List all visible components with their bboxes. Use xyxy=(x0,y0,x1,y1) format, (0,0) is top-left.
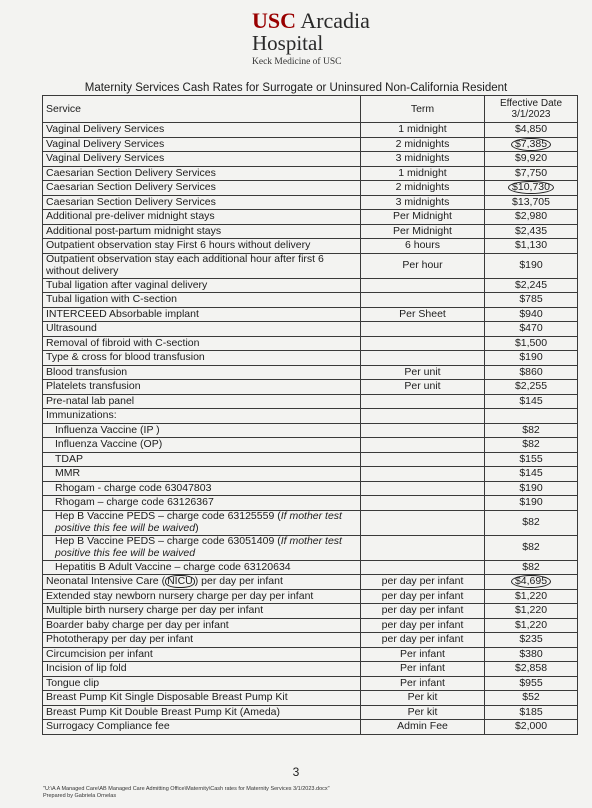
table-row xyxy=(43,195,578,210)
term-cell: Per infant xyxy=(361,647,485,662)
term-cell xyxy=(361,351,485,366)
term-cell: 3 midnights xyxy=(361,195,485,210)
price-text: $955 xyxy=(519,676,543,689)
table-row xyxy=(43,560,578,575)
price-text: $2,000 xyxy=(514,720,548,733)
service-cell xyxy=(43,278,361,293)
price-cell xyxy=(485,253,578,278)
service-cell xyxy=(43,560,361,575)
term-cell: 1 midnight xyxy=(361,123,485,138)
price-text: $155 xyxy=(519,452,543,465)
term-cell xyxy=(361,560,485,575)
table-row xyxy=(43,604,578,619)
service-text: Incision of lip fold xyxy=(46,662,127,675)
service-text: Vaginal Delivery Services xyxy=(46,137,165,150)
service-text: Additional post-partum midnight stays xyxy=(46,224,222,237)
term-cell: Per hour xyxy=(361,253,485,278)
term-cell xyxy=(361,293,485,308)
table-row xyxy=(43,152,578,167)
price-cell xyxy=(485,322,578,337)
price-cell xyxy=(485,691,578,706)
price-cell xyxy=(485,496,578,511)
term-cell xyxy=(361,467,485,482)
logo-keck: Keck Medicine of USC xyxy=(252,57,342,67)
table-row xyxy=(43,307,578,322)
table-row xyxy=(43,181,578,196)
price-cell xyxy=(485,467,578,482)
service-text: Immunizations: xyxy=(46,409,117,422)
service-text: Influenza Vaccine (OP) xyxy=(55,438,163,451)
price-cell xyxy=(485,575,578,590)
service-cell xyxy=(43,365,361,380)
service-text: Ultrasound xyxy=(46,322,97,335)
table-row xyxy=(43,575,578,590)
service-cell xyxy=(43,438,361,453)
table-row xyxy=(43,166,578,181)
logo-usc: USC xyxy=(252,8,297,33)
price-text: $145 xyxy=(519,467,543,480)
price-cell xyxy=(485,152,578,167)
service-cell xyxy=(43,137,361,152)
service-text: Surrogacy Compliance fee xyxy=(46,720,170,733)
price-cell xyxy=(485,676,578,691)
price-text: $82 xyxy=(522,516,540,528)
price-text: $860 xyxy=(519,365,543,378)
price-text: $2,255 xyxy=(514,380,548,393)
price-cell xyxy=(485,618,578,633)
price-text: $940 xyxy=(519,307,543,320)
table-row xyxy=(43,137,578,152)
price-text: $1,220 xyxy=(514,618,548,631)
service-text: Caesarian Section Delivery Services xyxy=(46,181,216,194)
price-text: $7,750 xyxy=(514,166,548,179)
logo-hospital: Hospital xyxy=(252,31,324,55)
price-text: $4,850 xyxy=(514,123,548,136)
term-cell: Per Midnight xyxy=(361,224,485,239)
rates-table-wrapper xyxy=(42,95,577,735)
term-cell: 3 midnights xyxy=(361,152,485,167)
term-cell xyxy=(361,535,485,560)
table-row xyxy=(43,589,578,604)
service-cell xyxy=(43,662,361,677)
price-cell xyxy=(485,137,578,152)
term-cell xyxy=(361,510,485,535)
term-cell xyxy=(361,423,485,438)
table-row xyxy=(43,438,578,453)
price-text: $82 xyxy=(522,423,540,436)
column-header-term: Term xyxy=(361,96,485,123)
price-cell xyxy=(485,604,578,619)
logo-line-1 xyxy=(252,10,432,32)
price-text: $82 xyxy=(522,438,540,451)
service-cell xyxy=(43,253,361,278)
table-row xyxy=(43,618,578,633)
service-cell xyxy=(43,676,361,691)
price-text: $190 xyxy=(519,351,543,364)
term-cell: Per unit xyxy=(361,380,485,395)
price-text: $785 xyxy=(519,293,543,306)
service-text: Hepatitis B Adult Vaccine – charge code 63120634 xyxy=(55,560,291,573)
price-text: $1,220 xyxy=(514,589,548,602)
service-text: Hep B Vaccine PEDS – charge code 63125559 ( xyxy=(55,510,281,522)
service-text: ) xyxy=(195,521,199,534)
price-cell xyxy=(485,380,578,395)
price-text: $1,130 xyxy=(514,239,548,252)
price-cell xyxy=(485,123,578,138)
price-cell xyxy=(485,351,578,366)
price-cell xyxy=(485,224,578,239)
price-cell xyxy=(485,181,578,196)
table-header-row xyxy=(43,96,578,123)
column-header-price-line2: 3/1/2023 xyxy=(511,109,551,120)
term-cell: Admin Fee xyxy=(361,720,485,735)
term-cell: Per infant xyxy=(361,676,485,691)
term-cell: per day per infant xyxy=(361,589,485,604)
service-cell xyxy=(43,123,361,138)
price-text: $13,705 xyxy=(512,195,550,208)
price-cell xyxy=(485,560,578,575)
table-row xyxy=(43,210,578,225)
table-row xyxy=(43,691,578,706)
service-text: Additional pre-deliver midnight stays xyxy=(46,210,215,223)
price-cell xyxy=(485,510,578,535)
price-cell xyxy=(485,633,578,648)
service-cell xyxy=(43,705,361,720)
price-text: $145 xyxy=(519,394,543,407)
service-cell xyxy=(43,210,361,225)
price-text: $2,245 xyxy=(514,278,548,291)
table-row xyxy=(43,123,578,138)
price-cell xyxy=(485,278,578,293)
service-text: ) per day per infant xyxy=(194,575,283,588)
service-cell xyxy=(43,166,361,181)
price-text: $1,220 xyxy=(514,604,548,617)
service-cell xyxy=(43,535,361,560)
service-text: Pre-natal lab panel xyxy=(46,394,135,407)
term-cell: 2 midnights xyxy=(361,137,485,152)
table-row xyxy=(43,452,578,467)
service-cell xyxy=(43,351,361,366)
service-text: Tongue clip xyxy=(46,676,100,689)
price-cell xyxy=(485,423,578,438)
term-cell: per day per infant xyxy=(361,575,485,590)
price-text: $2,980 xyxy=(514,210,548,223)
service-cell xyxy=(43,481,361,496)
price-text: $190 xyxy=(519,481,543,494)
term-cell: per day per infant xyxy=(361,618,485,633)
service-cell xyxy=(43,720,361,735)
service-note: If mother test positive this fee will be waived xyxy=(55,535,342,559)
price-cell xyxy=(485,647,578,662)
price-text: $9,920 xyxy=(514,152,548,165)
service-text: Rhogam - charge code 63047803 xyxy=(55,481,212,494)
price-text: $82 xyxy=(522,560,540,573)
price-text: $185 xyxy=(519,705,543,718)
term-cell xyxy=(361,452,485,467)
service-text: Breast Pump Kit Single Disposable Breast Pump Kit xyxy=(46,691,288,704)
table-row xyxy=(43,365,578,380)
price-text: $1,500 xyxy=(514,336,548,349)
service-cell xyxy=(43,496,361,511)
term-cell: 6 hours xyxy=(361,239,485,254)
service-cell xyxy=(43,239,361,254)
service-text: Vaginal Delivery Services xyxy=(46,123,165,136)
price-text: $190 xyxy=(519,259,543,271)
service-cell xyxy=(43,409,361,424)
table-row xyxy=(43,676,578,691)
table-row xyxy=(43,322,578,337)
service-text: Caesarian Section Delivery Services xyxy=(46,195,216,208)
service-text: Hep B Vaccine PEDS – charge code 63051409 ( xyxy=(55,535,281,547)
document-footer xyxy=(43,786,330,800)
term-cell xyxy=(361,336,485,351)
price-text: $82 xyxy=(522,541,540,553)
footer-file-path: "U:\A A Managed Care\AB Managed Care Admitting Office\Maternity\Cash rates for Maternity Services 3/1/2023.docx" xyxy=(43,786,330,792)
table-row xyxy=(43,224,578,239)
circled-annotation: NICU xyxy=(167,575,193,588)
price-cell xyxy=(485,293,578,308)
service-text: Boarder baby charge per day per infant xyxy=(46,618,229,631)
hospital-logo xyxy=(252,10,432,67)
table-row xyxy=(43,409,578,424)
term-cell: Per Midnight xyxy=(361,210,485,225)
price-cell xyxy=(485,365,578,380)
rates-table xyxy=(42,95,578,735)
service-cell xyxy=(43,181,361,196)
price-cell xyxy=(485,409,578,424)
table-row xyxy=(43,662,578,677)
price-cell xyxy=(485,481,578,496)
service-text: Platelets transfusion xyxy=(46,380,141,393)
service-cell xyxy=(43,152,361,167)
service-text: INTERCEED Absorbable implant xyxy=(46,307,199,320)
service-text: Outpatient observation stay each additional hour after first 6 without delivery xyxy=(46,253,324,277)
term-cell: Per kit xyxy=(361,691,485,706)
price-cell xyxy=(485,394,578,409)
table-row xyxy=(43,510,578,535)
table-row xyxy=(43,293,578,308)
service-text: Rhogam – charge code 63126367 xyxy=(55,496,214,509)
service-cell xyxy=(43,691,361,706)
term-cell: 1 midnight xyxy=(361,166,485,181)
service-text: Caesarian Section Delivery Services xyxy=(46,166,216,179)
page-number: 3 xyxy=(292,765,300,779)
service-cell xyxy=(43,575,361,590)
service-cell xyxy=(43,195,361,210)
price-text: $190 xyxy=(519,496,543,509)
circled-price: $10,730 xyxy=(508,181,554,194)
table-row xyxy=(43,496,578,511)
price-text: $52 xyxy=(522,691,540,704)
service-note: If mother test positive this fee will be waived xyxy=(55,510,342,534)
service-cell xyxy=(43,322,361,337)
price-text: $235 xyxy=(519,633,543,646)
table-row xyxy=(43,278,578,293)
service-cell xyxy=(43,224,361,239)
table-row xyxy=(43,336,578,351)
term-cell: per day per infant xyxy=(361,604,485,619)
footer-prepared-by: Prepared by Gabriela Ornelas xyxy=(43,793,117,799)
term-cell: 2 midnights xyxy=(361,181,485,196)
service-text: Outpatient observation stay First 6 hours without delivery xyxy=(46,239,311,252)
price-cell xyxy=(485,535,578,560)
service-text: TDAP xyxy=(55,452,84,465)
service-text: Multiple birth nursery charge per day per infant xyxy=(46,604,264,617)
service-text: MMR xyxy=(55,467,81,480)
service-cell xyxy=(43,452,361,467)
service-text: Phototherapy per day per infant xyxy=(46,633,194,646)
service-text: Blood transfusion xyxy=(46,365,128,378)
service-cell xyxy=(43,336,361,351)
term-cell xyxy=(361,322,485,337)
price-cell xyxy=(485,705,578,720)
service-text: Extended stay newborn nursery charge per day per infant xyxy=(46,589,314,602)
price-text: $2,435 xyxy=(514,224,548,237)
service-cell xyxy=(43,307,361,322)
term-cell xyxy=(361,481,485,496)
logo-arcadia: Arcadia xyxy=(300,8,370,33)
price-cell xyxy=(485,210,578,225)
price-cell xyxy=(485,307,578,322)
circled-price: $7,385 xyxy=(511,138,551,151)
service-text: Tubal ligation after vaginal delivery xyxy=(46,278,208,291)
price-text: $2,858 xyxy=(514,662,548,675)
service-text: Influenza Vaccine (IP ) xyxy=(55,423,160,436)
price-cell xyxy=(485,166,578,181)
term-cell xyxy=(361,409,485,424)
price-cell xyxy=(485,336,578,351)
document-title: Maternity Services Cash Rates for Surrogate or Uninsured Non-California Resident xyxy=(84,82,508,94)
price-cell xyxy=(485,195,578,210)
service-cell xyxy=(43,618,361,633)
service-cell xyxy=(43,467,361,482)
price-text: $470 xyxy=(519,322,543,335)
term-cell xyxy=(361,496,485,511)
table-row xyxy=(43,380,578,395)
price-cell xyxy=(485,239,578,254)
term-cell: Per infant xyxy=(361,662,485,677)
service-text: Breast Pump Kit Double Breast Pump Kit (Ameda) xyxy=(46,705,281,718)
service-text: Circumcision per infant xyxy=(46,647,153,660)
column-header-service: Service xyxy=(43,96,361,123)
table-row xyxy=(43,253,578,278)
service-cell xyxy=(43,293,361,308)
service-text: Removal of fibroid with C-section xyxy=(46,336,200,349)
table-row xyxy=(43,239,578,254)
service-cell xyxy=(43,394,361,409)
price-cell xyxy=(485,438,578,453)
price-cell xyxy=(485,662,578,677)
term-cell: Per Sheet xyxy=(361,307,485,322)
table-body xyxy=(43,123,578,735)
price-cell xyxy=(485,589,578,604)
service-text: Neonatal Intensive Care ( xyxy=(46,575,166,588)
column-header-price-line1: Effective Date xyxy=(499,98,563,109)
service-cell xyxy=(43,589,361,604)
term-cell xyxy=(361,438,485,453)
circled-price: $4,695 xyxy=(511,575,551,588)
service-cell xyxy=(43,380,361,395)
table-row xyxy=(43,720,578,735)
price-text: $380 xyxy=(519,647,543,660)
service-cell xyxy=(43,633,361,648)
table-row xyxy=(43,423,578,438)
table-row xyxy=(43,647,578,662)
term-cell: Per kit xyxy=(361,705,485,720)
term-cell xyxy=(361,278,485,293)
service-cell xyxy=(43,510,361,535)
table-row xyxy=(43,394,578,409)
table-row xyxy=(43,467,578,482)
column-header-price xyxy=(485,96,578,123)
term-cell: per day per infant xyxy=(361,633,485,648)
service-text: Vaginal Delivery Services xyxy=(46,152,165,165)
table-row xyxy=(43,705,578,720)
service-text: Type & cross for blood transfusion xyxy=(46,351,205,364)
table-row xyxy=(43,535,578,560)
term-cell xyxy=(361,394,485,409)
service-cell xyxy=(43,604,361,619)
service-text: Tubal ligation with C-section xyxy=(46,293,177,306)
table-row xyxy=(43,481,578,496)
price-cell xyxy=(485,720,578,735)
term-cell: Per unit xyxy=(361,365,485,380)
service-cell xyxy=(43,423,361,438)
service-cell xyxy=(43,647,361,662)
table-row xyxy=(43,633,578,648)
table-row xyxy=(43,351,578,366)
price-cell xyxy=(485,452,578,467)
